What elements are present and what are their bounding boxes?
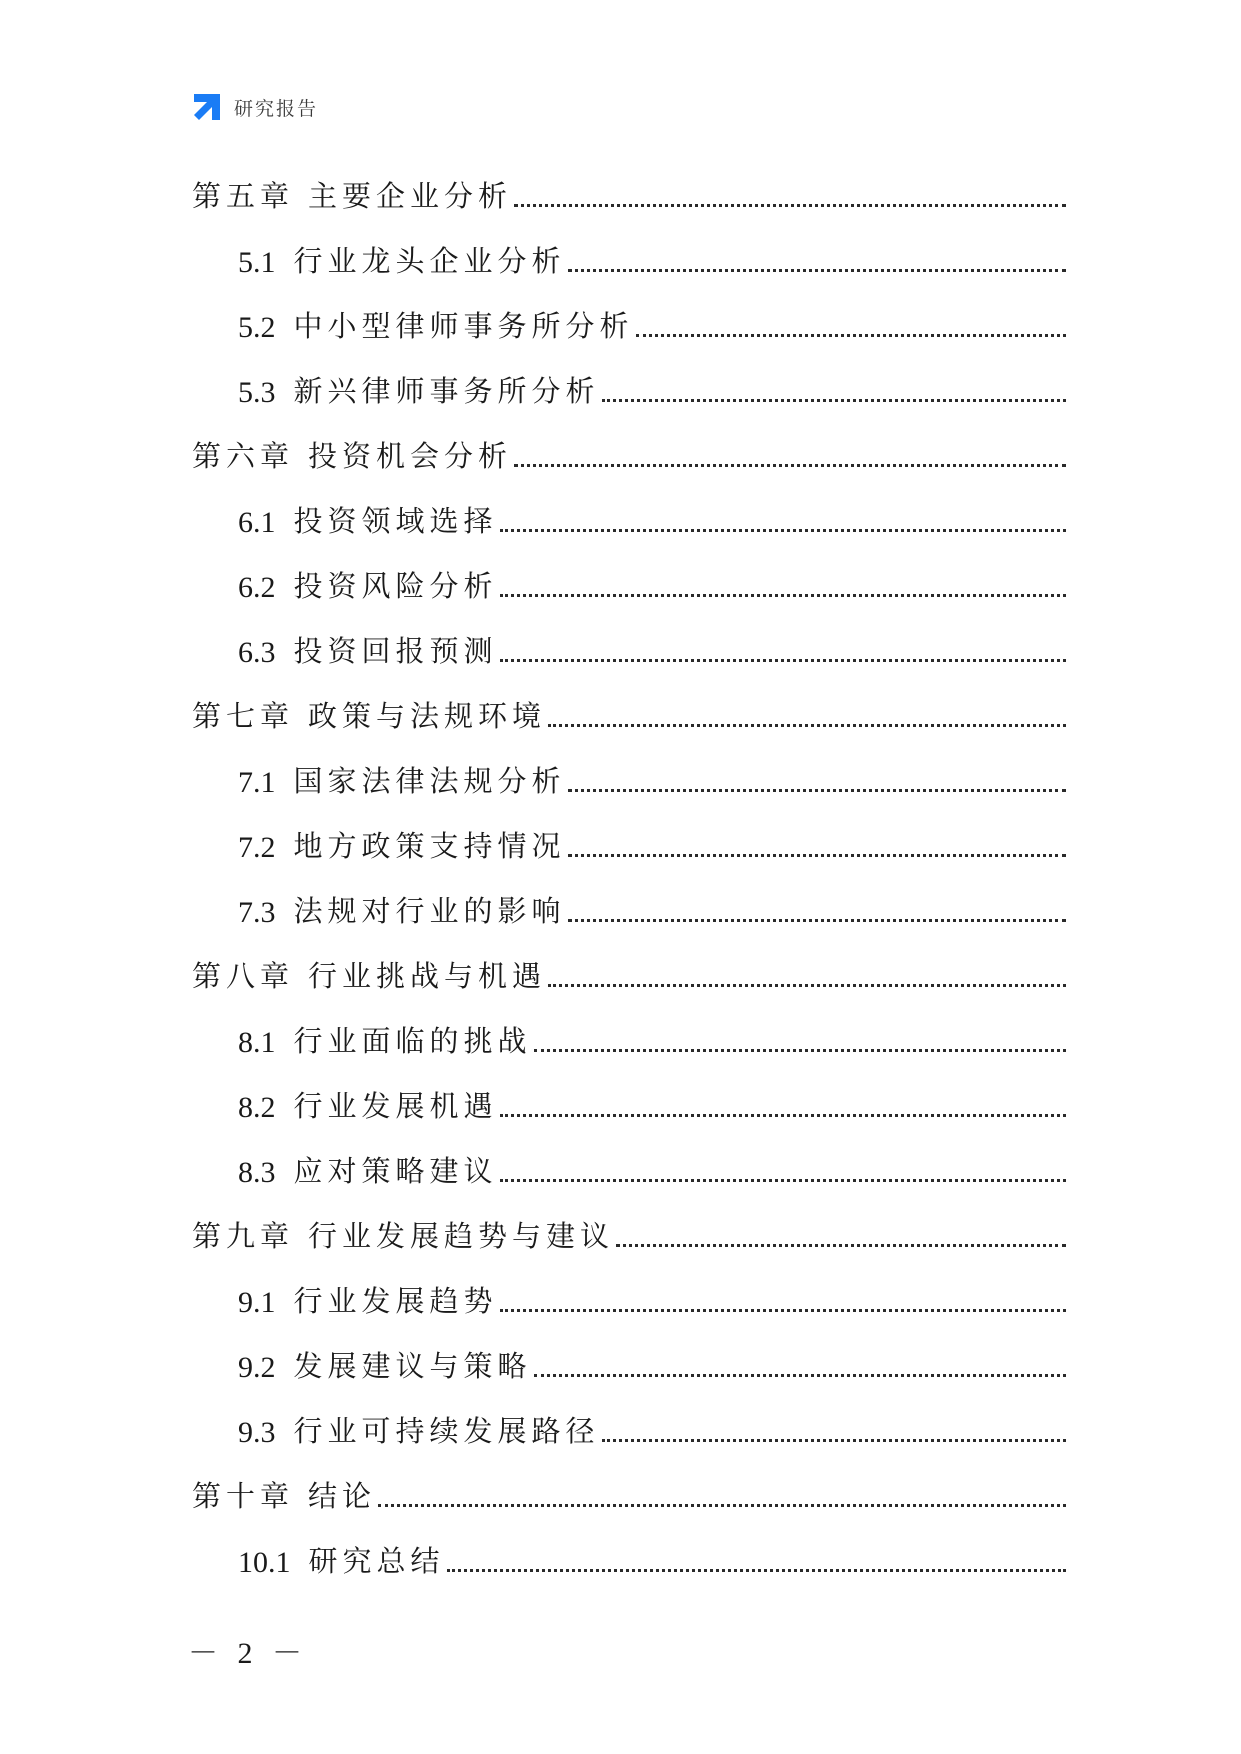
toc-entry-title: 行业龙头企业分析: [293, 244, 566, 278]
toc-dot-leader: [500, 659, 1066, 662]
toc-dot-leader: [548, 984, 1066, 987]
toc-dot-leader: [636, 334, 1066, 337]
toc-entry-title: 行业挑战与机遇: [308, 959, 547, 993]
toc-entry-number: 10.1: [238, 1546, 291, 1579]
toc-section-entry: [192, 1255, 1066, 1320]
toc-entry-number: 9.3: [238, 1416, 276, 1449]
toc-entry-title: 结论: [308, 1479, 377, 1513]
toc-entry-title: 政策与法规环境: [308, 699, 547, 733]
toc-chapter-entry: [192, 150, 1066, 215]
toc-entry-title: 行业面临的挑战: [293, 1024, 532, 1058]
toc-chapter-entry: [192, 1450, 1066, 1515]
toc-section-entry: [192, 995, 1066, 1060]
toc-entry-number: 6.1: [238, 506, 276, 539]
table-of-contents: [192, 150, 1066, 1580]
toc-entry-number: 8.1: [238, 1026, 276, 1059]
toc-dot-leader: [568, 789, 1066, 792]
toc-entry-number: 第五章: [192, 179, 295, 213]
toc-entry-title: 主要企业分析: [308, 179, 513, 213]
toc-dot-leader: [568, 919, 1066, 922]
toc-entry-title: 应对策略建议: [293, 1154, 498, 1188]
toc-section-entry: [192, 280, 1066, 345]
toc-entry-title: 法规对行业的影响: [293, 894, 566, 928]
toc-entry-number: 第七章: [192, 699, 295, 733]
toc-dot-leader: [500, 529, 1066, 532]
toc-section-entry: [192, 1320, 1066, 1385]
toc-entry-number: 5.2: [238, 311, 276, 344]
toc-dot-leader: [500, 594, 1066, 597]
toc-chapter-entry: [192, 930, 1066, 995]
toc-chapter-entry: [192, 410, 1066, 475]
toc-entry-title: 投资回报预测: [293, 634, 498, 668]
toc-entry-number: 7.1: [238, 766, 276, 799]
toc-dot-leader: [378, 1504, 1066, 1507]
toc-dot-leader: [514, 204, 1066, 207]
toc-chapter-entry: [192, 670, 1066, 735]
toc-entry-number: 第九章: [192, 1219, 295, 1253]
toc-entry-number: 9.1: [238, 1286, 276, 1319]
toc-entry-number: 8.2: [238, 1091, 276, 1124]
toc-dot-leader: [534, 1049, 1066, 1052]
toc-dot-leader: [500, 1114, 1066, 1117]
toc-entry-title: 行业发展趋势与建议: [308, 1219, 615, 1253]
toc-section-entry: [192, 1385, 1066, 1450]
toc-entry-title: 行业发展机遇: [293, 1089, 498, 1123]
toc-dot-leader: [514, 464, 1066, 467]
toc-entry-title: 国家法律法规分析: [293, 764, 566, 798]
toc-section-entry: [192, 1060, 1066, 1125]
toc-entry-title: 发展建议与策略: [293, 1349, 532, 1383]
toc-section-entry: [192, 475, 1066, 540]
toc-entry-title: 投资风险分析: [293, 569, 498, 603]
toc-entry-number: 第十章: [192, 1479, 295, 1513]
toc-entry-number: 6.3: [238, 636, 276, 669]
toc-section-entry: [192, 540, 1066, 605]
toc-dot-leader: [602, 399, 1066, 402]
toc-entry-title: 地方政策支持情况: [293, 829, 566, 863]
toc-entry-title: 研究总结: [308, 1544, 445, 1578]
toc-dot-leader: [602, 1439, 1066, 1442]
toc-dot-leader: [568, 269, 1066, 272]
toc-section-entry: [192, 800, 1066, 865]
toc-entry-number: 7.3: [238, 896, 276, 929]
page-number: － 2 －: [188, 1637, 308, 1670]
toc-entry-number: 6.2: [238, 571, 276, 604]
toc-entry-number: 5.1: [238, 246, 276, 279]
toc-entry-title: 行业可持续发展路径: [293, 1414, 600, 1448]
toc-section-entry: [192, 215, 1066, 280]
toc-section-entry: [192, 1125, 1066, 1190]
page-header: [190, 90, 318, 124]
arrow-up-right-icon: [190, 90, 224, 124]
toc-dot-leader: [500, 1179, 1066, 1182]
toc-dot-leader: [500, 1309, 1066, 1312]
toc-dot-leader: [548, 724, 1066, 727]
toc-entry-number: 7.2: [238, 831, 276, 864]
toc-entry-title: 投资机会分析: [308, 439, 513, 473]
toc-section-entry: [192, 865, 1066, 930]
toc-entry-number: 第六章: [192, 439, 295, 473]
toc-chapter-entry: [192, 1190, 1066, 1255]
toc-section-entry: [192, 345, 1066, 410]
toc-dot-leader: [616, 1244, 1066, 1247]
toc-dot-leader: [534, 1374, 1066, 1377]
toc-section-entry: [192, 605, 1066, 670]
toc-entry-title: 中小型律师事务所分析: [293, 309, 634, 343]
toc-dot-leader: [568, 854, 1066, 857]
toc-entry-title: 投资领域选择: [293, 504, 498, 538]
toc-entry-number: 5.3: [238, 376, 276, 409]
toc-entry-number: 8.3: [238, 1156, 276, 1189]
toc-entry-number: 9.2: [238, 1351, 276, 1384]
header-label: 研究报告: [234, 97, 319, 120]
toc-dot-leader: [447, 1569, 1066, 1572]
toc-section-entry: [192, 735, 1066, 800]
toc-entry-title: 行业发展趋势: [293, 1284, 498, 1318]
toc-section-entry: [192, 1515, 1066, 1580]
toc-entry-title: 新兴律师事务所分析: [293, 374, 600, 408]
toc-entry-number: 第八章: [192, 959, 295, 993]
